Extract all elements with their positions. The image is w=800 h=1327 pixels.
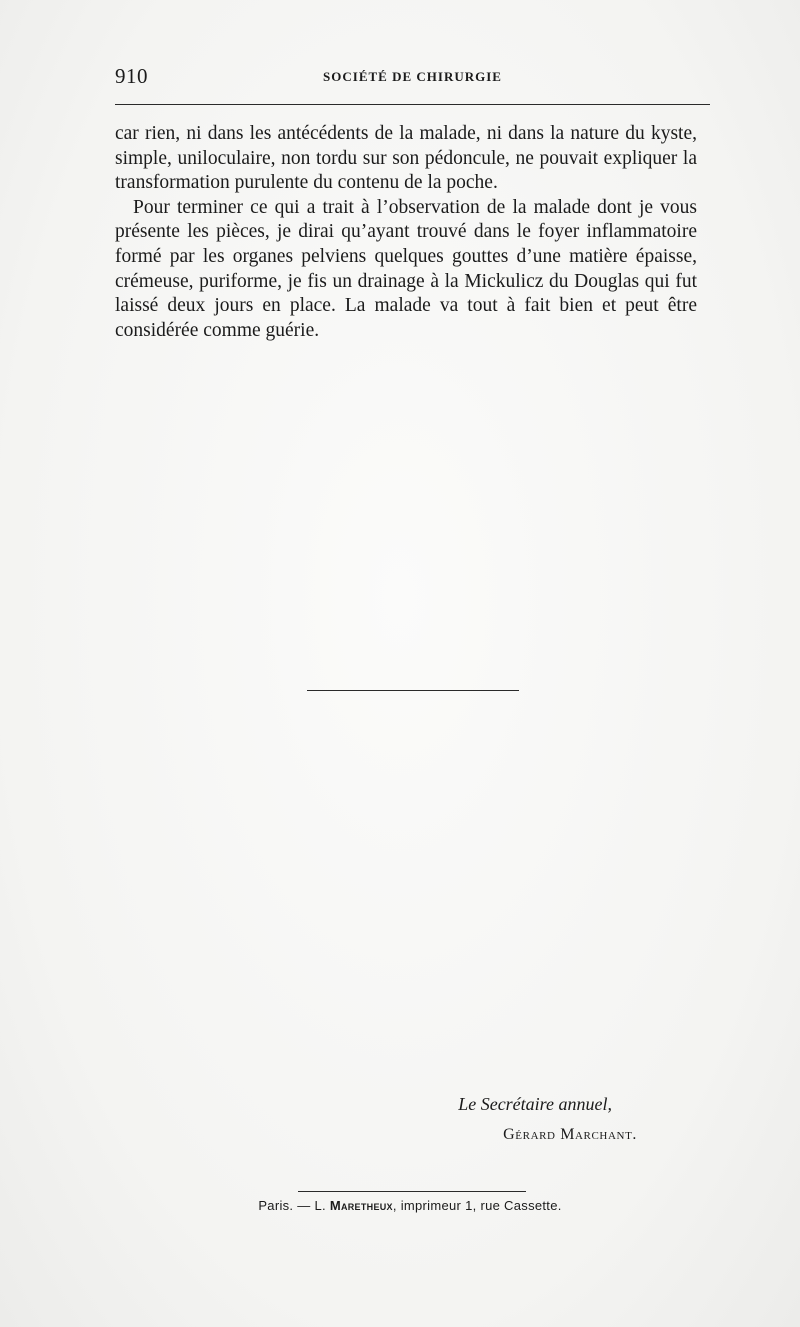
page-header — [115, 64, 710, 94]
paragraph: car rien, ni dans les antécédents de la malade, ni dans la nature du kyste, simple, uniloculaire, non tordu sur son pédoncule, ne pouvait expliquer la transformation purulente du contenu de la poche. — [115, 123, 697, 194]
printer-imprint — [200, 1198, 620, 1213]
page-number: 910 — [115, 64, 148, 88]
running-title: SOCIÉTÉ DE CHIRURGIE — [323, 69, 502, 84]
section-divider — [307, 690, 519, 691]
signature-name: Gérard Marchant. — [503, 1126, 637, 1143]
header-rule — [115, 104, 710, 105]
imprint-rule — [298, 1191, 526, 1192]
imprint-printer-name: Maretheux — [329, 1198, 393, 1213]
imprint-prefix: Paris. — L. — [258, 1198, 330, 1213]
paragraph: Pour terminer ce qui a trait à l’observation de la malade dont je vous présente les pièces, je dirai qu’ayant trouvé dans le foyer inflammatoire formé par les organes pelviens quelques gouttes d’une matière épaisse, crémeuse, puriforme, je fis un drainage à la Mickulicz du Douglas qui fut laissé deux jours en place. La malade va tout à fait bien et peut être considérée comme guérie. — [115, 196, 697, 341]
signature-title: Le Secrétaire annuel, — [458, 1094, 612, 1114]
imprint-suffix: , imprimeur 1, rue Cassette. — [392, 1198, 562, 1213]
body-text — [115, 122, 697, 343]
